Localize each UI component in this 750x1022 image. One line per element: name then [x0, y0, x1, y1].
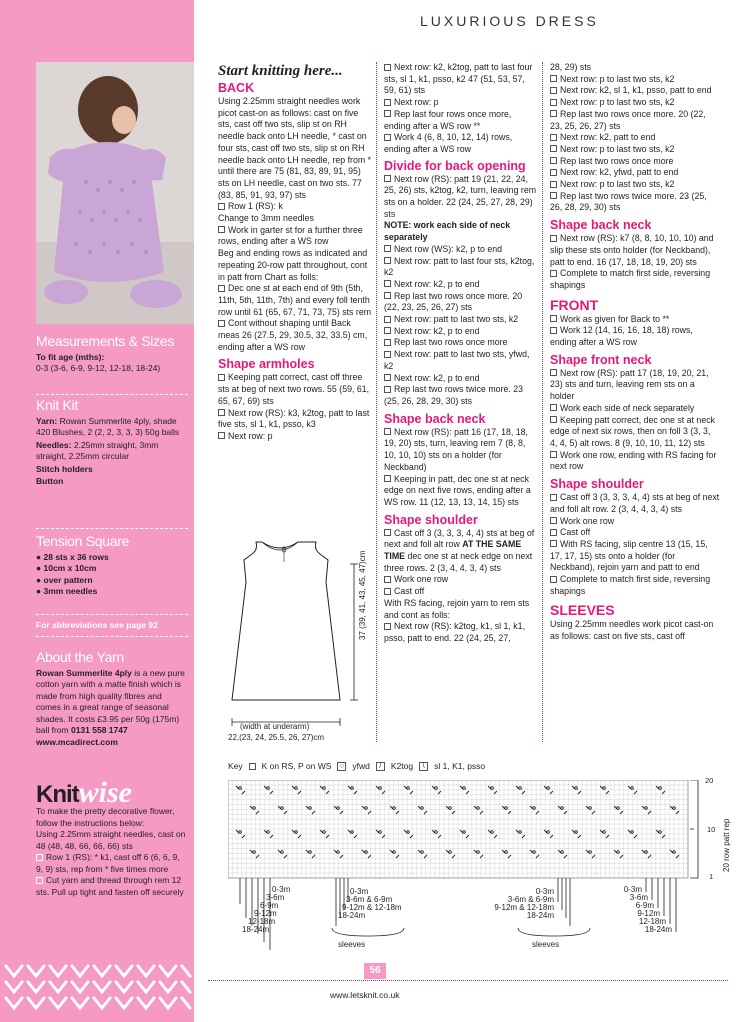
back-heading: BACK	[218, 81, 255, 95]
row-label-20: 20	[705, 776, 714, 785]
tension-heading: Tension Square	[36, 533, 130, 549]
knitwise-line: To make the pretty decorative flower, follow the instructions below:	[36, 806, 175, 828]
instruction: Next row: k2, patt to end	[550, 132, 720, 144]
key-item: sl 1, K1, psso	[434, 761, 486, 771]
column-3	[550, 62, 720, 643]
right-size-labels	[612, 885, 672, 934]
size-label: 3-6m & 6-9m	[507, 895, 554, 904]
knitwise-title: Knitwise	[36, 776, 132, 809]
front-shoulder-heading: Shape shoulder	[550, 477, 644, 492]
instruction: Next row (RS): k3, k2tog, patt to last five sts, sl 1, k1, psso, k3	[218, 407, 370, 430]
size-label: 18-24m	[338, 911, 366, 920]
instruction: Next row: patt to last two sts, yfwd, k2	[384, 349, 530, 371]
instruction: Rep last two rows once more	[550, 156, 720, 168]
divider	[36, 614, 188, 615]
about-yarn-section	[36, 649, 188, 748]
instruction: Keeping patt correct, cast off three sts at beg of next two rows. 55 (59, 61, 65, 67, 69) sts	[218, 372, 370, 406]
k2tog-symbol-icon: /	[376, 762, 385, 771]
start-title: Start knitting here...	[218, 63, 343, 79]
chart-key	[228, 761, 485, 771]
repeat-label: 20 row patt rep	[722, 818, 731, 872]
fit-label: To fit age (mths):	[36, 351, 105, 362]
divider	[36, 636, 188, 637]
sleeves-text: Using 2.25mm needles work picot cast-on as follows: cast on five sts, cast off	[550, 619, 714, 642]
divider	[36, 528, 188, 529]
knitwise-text	[36, 806, 188, 898]
yarn-info	[36, 416, 188, 439]
instruction: Cont without shaping until Back meas 26 (27.5, 29, 30.5, 32, 33.5) cm, ending after a WS row	[218, 318, 368, 352]
about-yarn-heading: About the Yarn	[36, 649, 124, 665]
size-label: 12-18m	[638, 917, 666, 926]
instruction: Rep last two rows twice more. 23 (25, 26, 28, 29, 30) sts	[550, 190, 707, 213]
key-item: yfwd	[352, 761, 370, 771]
ssk-symbol-icon: \	[419, 762, 428, 771]
instruction: Change to 3mm needles	[218, 213, 314, 224]
size-label: 3-6m	[629, 893, 648, 902]
instruction: Keeping in patt, dec one st at neck edge on next five rows, ending after a WS row. 11 (12, 13, 13, 14, 15) sts	[384, 473, 531, 507]
instruction: Work as given for Back to **	[550, 314, 720, 326]
size-label: 0-3m	[535, 887, 554, 896]
instruction: Next row: p to last two sts, k2	[550, 144, 720, 156]
instruction: Next row: k2, p to end	[384, 326, 538, 338]
button-item: Button	[36, 476, 64, 486]
page-number: 56	[364, 963, 386, 979]
instruction: Next row: p to last two sts, k2	[550, 74, 720, 86]
yfwd-symbol-icon: ○	[337, 762, 346, 771]
instruction: Dec one st at each end of 9th (5th, 11th, 5th, 11th, 7th) and every foll tenth row until 61 (65, 67, 71, 73, 75) sts rem	[218, 283, 372, 317]
knit-stitch-pattern	[0, 960, 194, 1022]
instruction: Next row: patt to last two sts, k2	[384, 314, 538, 326]
note: NOTE: work each side of neck separately	[384, 220, 511, 243]
size-label: 0-3m	[623, 885, 642, 894]
size-label: 9-12m & 12-18m	[494, 903, 554, 912]
instruction: Next row: k2, p to end	[384, 279, 538, 291]
yarn-label: Yarn:	[36, 415, 58, 426]
size-label: 3-6m	[266, 893, 285, 902]
back-neck-heading: Shape back neck	[384, 411, 486, 426]
size-label: 0-3m	[272, 885, 291, 894]
dress-schematic	[222, 532, 372, 750]
column-2	[384, 62, 538, 645]
instruction: Rep last two rows once more. 20 (22, 23, 25, 26, 27) sts	[550, 108, 706, 131]
mid1-size-labels	[338, 887, 402, 920]
row-bracket	[690, 780, 698, 878]
size-label: 12-18m	[248, 917, 276, 926]
instruction: Next row: k2, p to end	[384, 373, 538, 385]
footer-url: www.letsknit.co.uk	[330, 990, 400, 1000]
divide-heading: Divide for back opening	[384, 158, 526, 173]
sleeves-label: sleeves	[532, 940, 560, 949]
needles-label: Needles:	[36, 439, 72, 450]
instruction: Keeping patt correct, dec one st at neck edge of next six rows, then on foll 3 (3, 3, 4, 4, 5) alt rows. 8 (9, 10, 10, 11, 12) sts	[550, 414, 716, 448]
size-label: 18-24m	[242, 925, 270, 934]
holders: Stitch holders	[36, 463, 93, 474]
instruction: Complete to match first side, reversing shapings	[550, 574, 711, 596]
shoulder-heading: Shape shoulder	[384, 512, 478, 527]
height-measure: 37 (39, 41, 43, 45, 47)cm	[358, 550, 367, 640]
instruction: Cast off	[384, 586, 538, 598]
size-label: 0-3m	[350, 887, 369, 896]
front-heading: FRONT	[550, 296, 599, 313]
instruction: Row 1 (RS): k	[218, 201, 372, 213]
instruction: Work one row	[384, 574, 538, 586]
instruction: Next row: p to last two sts, k2	[550, 179, 720, 191]
tension-item: ● 3mm needles	[36, 586, 98, 596]
instruction: Rep last two rows once more. 20 (22, 23, 25, 26, 27) sts	[384, 290, 523, 313]
size-bracket-lines	[240, 878, 676, 950]
size-label: 18-24m	[644, 925, 672, 934]
front-neck-heading: Shape front neck	[550, 352, 652, 367]
dress-photo	[36, 62, 194, 324]
key-item: K on RS, P on WS	[261, 761, 332, 771]
abbreviations-note: For abbreviations see page 92	[36, 620, 158, 630]
width-measure: 22,(23, 24, 25.5, 26, 27)cm	[228, 733, 325, 742]
left-size-labels	[242, 885, 291, 934]
mid2-size-labels	[494, 888, 554, 920]
yarn-value: Rowan Summerlite 4ply, shade 420 Blushes, 2 (2, 2, 3, 3, 3) 50g balls	[36, 415, 180, 437]
instruction: Cast off	[550, 527, 720, 539]
instruction: With RS facing, rejoin yarn to rem sts and cont as folls:	[384, 597, 530, 620]
back-text: Using 2.25mm straight needles work picot cast-on as follows: cast on five sts, cast off two sts, slip st on RH needle back onto LH needle, * cast on four sts, cast off two sts, slip st on RH needle back onto LH needle, rep from * until there are 75 (81, 83, 89, 91, 95) sts on LH needle, cast on two sts. 77 (83, 85, 91, 93, 97) sts	[218, 96, 372, 200]
knitwise-line: Using 2.25mm straight needles, cast on 48 (48, 48, 66, 66, 66) sts	[36, 829, 186, 851]
fit-value: 0-3 (3-6, 6-9, 9-12, 12-18, 18-24)	[36, 363, 161, 373]
instruction: Work one row, ending with RS facing for next row	[550, 449, 717, 472]
key-label: Key	[228, 761, 243, 771]
instruction: Work each side of neck separately	[550, 403, 720, 415]
row-label-1: 1	[709, 872, 714, 881]
width-label: (width at underarm)	[240, 722, 310, 731]
instruction: Next row (RS): k7 (8, 8, 10, 10, 10) and slip these sts onto holder (for Neckband), patt to end. 16 (17, 18, 18, 19, 20) sts	[550, 233, 714, 267]
measurements-section	[36, 333, 188, 375]
size-label: 6-9m	[260, 901, 279, 910]
size-label: 9-12m	[637, 909, 660, 918]
size-label: 6-9m	[635, 901, 654, 910]
column-separator	[376, 62, 377, 742]
instruction: Next row (RS): patt 16 (17, 18, 18, 19, 20) sts, turn, leaving rem 7 (8, 8, 10, 10, 10) sts on a holder (for Neckband)	[384, 426, 528, 472]
instruction: Work one row	[550, 516, 720, 528]
sleeves-heading: SLEEVES	[550, 602, 615, 619]
instruction: Rep last two rows twice more. 23 (25, 26, 28, 29, 30) sts	[384, 384, 524, 406]
instruction: Next row (RS): k2tog, k1, sl 1, k1, psso, patt to end. 22 (24, 25, 27,	[384, 621, 526, 643]
column-separator	[542, 62, 543, 742]
knitwise-step: Cut yarn and thread through rem 12 sts. Pull up tight and fasten off securely	[36, 875, 184, 897]
instruction: Next row: p	[218, 431, 372, 443]
sleeves-label: sleeves	[338, 940, 366, 949]
measurements-heading: Measurements & Sizes	[36, 333, 174, 349]
column-1	[218, 62, 372, 443]
instruction: Next row: p	[384, 97, 538, 109]
size-label: 9-12m	[254, 909, 277, 918]
knit-symbol-icon	[249, 763, 256, 770]
about-yarn-text: Rowan Summerlite 4ply is a new pure cotton yarn with a matte finish which is made from high quality fibres and comes in a great range of seasonal shades. It costs £3.95 per 50g (175m) ball from 0131 558 1747 www.mcadirect.com	[36, 667, 185, 747]
instruction: Work 4 (6, 8, 10, 12, 14) rows, ending after a WS row	[384, 132, 513, 154]
needles-info	[36, 440, 188, 463]
row-label-10: 10	[707, 825, 716, 834]
footer-divider	[208, 980, 728, 981]
instruction: Rep last four rows once more, ending after a WS row **	[384, 108, 512, 131]
instruction: 28, 29) sts	[550, 62, 592, 72]
instruction: Work in garter st for a further three rows, ending after a WS row	[218, 224, 363, 247]
key-item: K2tog	[390, 761, 414, 771]
size-label: 18-24m	[526, 911, 554, 920]
needles-value: 2.25mm straight, 3mm straight, 2.25mm circular	[36, 439, 159, 461]
instruction: Rep last two rows once more	[384, 337, 538, 349]
instruction: Next row (RS): patt 17 (18, 19, 20, 21, 23) sts and turn, leaving rem sts on a holder	[550, 367, 709, 402]
knitwise-step: Row 1 (RS): * k1, cast off 6 (6, 6, 9, 9, 9) sts, rep from * five times more	[36, 852, 180, 874]
armholes-heading: Shape armholes	[218, 357, 315, 372]
instruction: Cast off 3 (3, 3, 3, 4, 4) sts at beg of next and foll alt row AT THE SAME TIME dec one st at neck edge on next three rows. 2 (3, 4, 4, 3, 4) sts	[384, 527, 535, 573]
divider	[36, 394, 188, 395]
size-label: 9-12m & 12-18m	[342, 903, 402, 912]
instruction: Work 12 (14, 16, 16, 18, 18) rows, ending after a WS row	[550, 325, 693, 348]
tension-item: ● over pattern	[36, 574, 93, 585]
back-neck-heading: Shape back neck	[550, 218, 652, 233]
instruction: Next row: k2, sl 1, k1, psso, patt to end	[550, 85, 720, 97]
instruction: Complete to match first side, reversing shapings	[550, 268, 711, 290]
instruction: Beg and ending rows as indicated and repeating 20-row patt throughout, cont in patt from Chart as folls:	[218, 248, 368, 282]
tension-section	[36, 533, 188, 598]
instruction: Cast off 3 (3, 3, 3, 4, 4) sts at beg of next and foll alt row. 2 (3, 4, 4, 3, 4) sts	[550, 492, 720, 514]
instruction: Next row: k2, yfwd, patt to end	[550, 167, 720, 179]
page-header-title: LUXURIOUS DRESS	[420, 13, 599, 29]
size-label: 3-6m & 6-9m	[346, 895, 393, 904]
instruction: Next row: k2, k2tog, patt to last four sts, sl 1, k1, psso, k2 47 (51, 53, 57, 59, 61) sts	[384, 62, 533, 96]
instruction: Next row (RS): patt 19 (21, 22, 24, 25, 26) sts, k2tog, k2, turn, leaving rem sts on a holder. 22 (24, 25, 27, 28, 29) sts	[384, 173, 537, 219]
chart-grid-body	[228, 780, 688, 878]
instruction: With RS facing, slip centre 13 (15, 15, 17, 17, 15) sts onto a holder (for Neckband), rejoin yarn and patt to end	[550, 538, 708, 573]
tension-item: ● 10cm x 10cm	[36, 563, 97, 573]
instruction: Next row: patt to last four sts, k2tog, k2	[384, 255, 535, 278]
tension-item: ● 28 sts x 36 rows	[36, 551, 109, 562]
kit-section	[36, 397, 188, 488]
instruction: Next row (WS): k2, p to end	[384, 244, 538, 256]
instruction: Next row: p to last two sts, k2	[550, 97, 720, 109]
kit-heading: Knit Kit	[36, 397, 78, 413]
